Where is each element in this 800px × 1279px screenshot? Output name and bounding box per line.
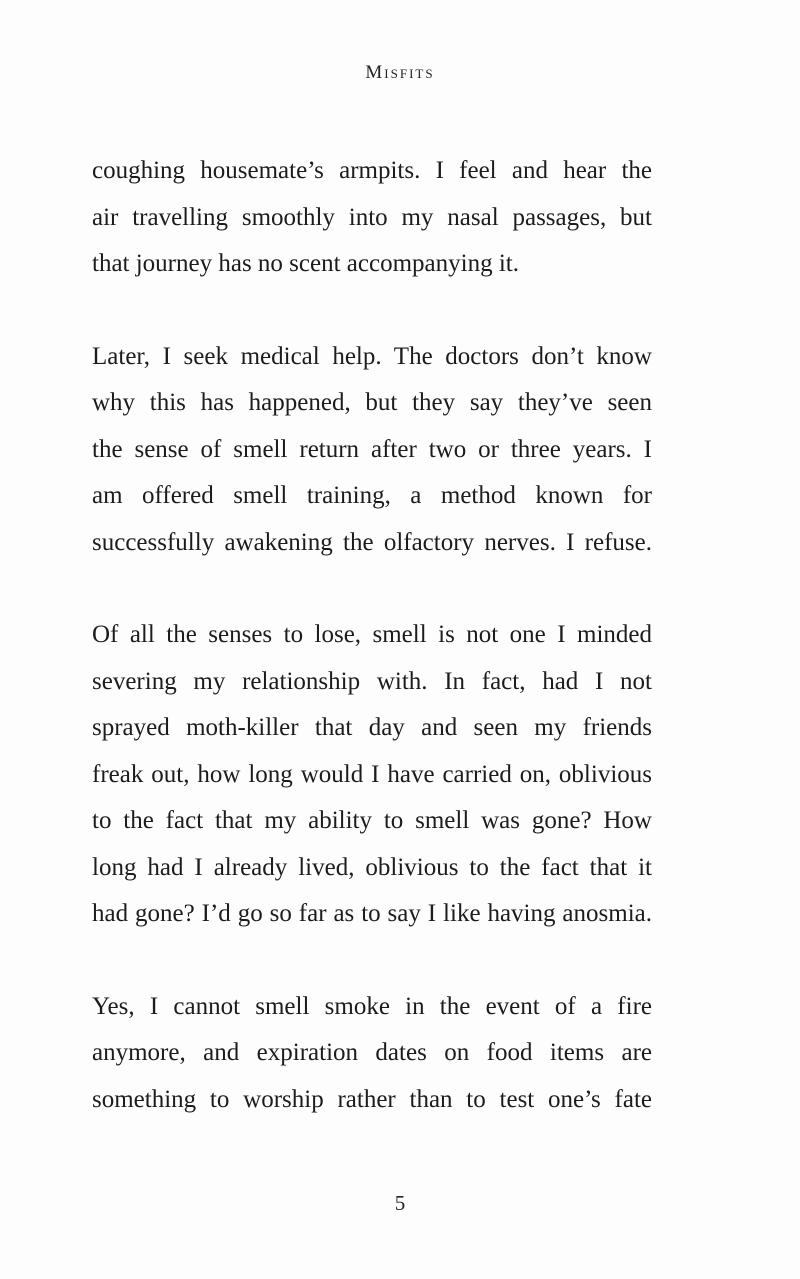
paragraph-2 [92, 334, 652, 567]
text-line: coughing housemate’s armpits. I feel and hear the [92, 157, 652, 184]
text-line: Of all the senses to lose, smell is not one I minded [92, 621, 652, 648]
page-number: 5 [394, 1191, 406, 1215]
paragraph-3 [92, 612, 652, 938]
text-line: had gone? I’d go so far as to say I like having anosmia. [92, 900, 652, 927]
text-line: freak out, how long would I have carried on, oblivious [92, 760, 652, 788]
text-line: successfully awakening the olfactory nerves. I refuse. [92, 528, 652, 556]
text-line: am offered smell training, a method known for [92, 482, 652, 509]
text-line: anymore, and expiration dates on food items are [92, 1039, 652, 1066]
text-line: to the fact that my ability to smell was gone? How [92, 807, 652, 834]
text-line: why this has happened, but they say they’ve seen [92, 389, 652, 416]
text-line: that journey has no scent accompanying it. [92, 250, 519, 277]
running-header: Misfits [365, 62, 435, 83]
text-line: something to worship rather than to test one’s fate [92, 1085, 652, 1113]
text-line: Yes, I cannot smell smoke in the event of a fire [92, 992, 652, 1020]
paragraph-1 [92, 148, 652, 288]
text-line: air travelling smoothly into my nasal passages, but [92, 203, 652, 231]
body-text [92, 148, 652, 1169]
text-line: severing my relationship with. In fact, had I not [92, 667, 652, 695]
text-line: sprayed moth-killer that day and seen my friends [92, 714, 652, 741]
text-line: the sense of smell return after two or three years. I [92, 435, 652, 463]
text-line: Later, I seek medical help. The doctors don’t know [92, 342, 652, 370]
paragraph-4 [92, 984, 652, 1124]
text-line: long had I already lived, oblivious to the fact that it [92, 853, 652, 881]
